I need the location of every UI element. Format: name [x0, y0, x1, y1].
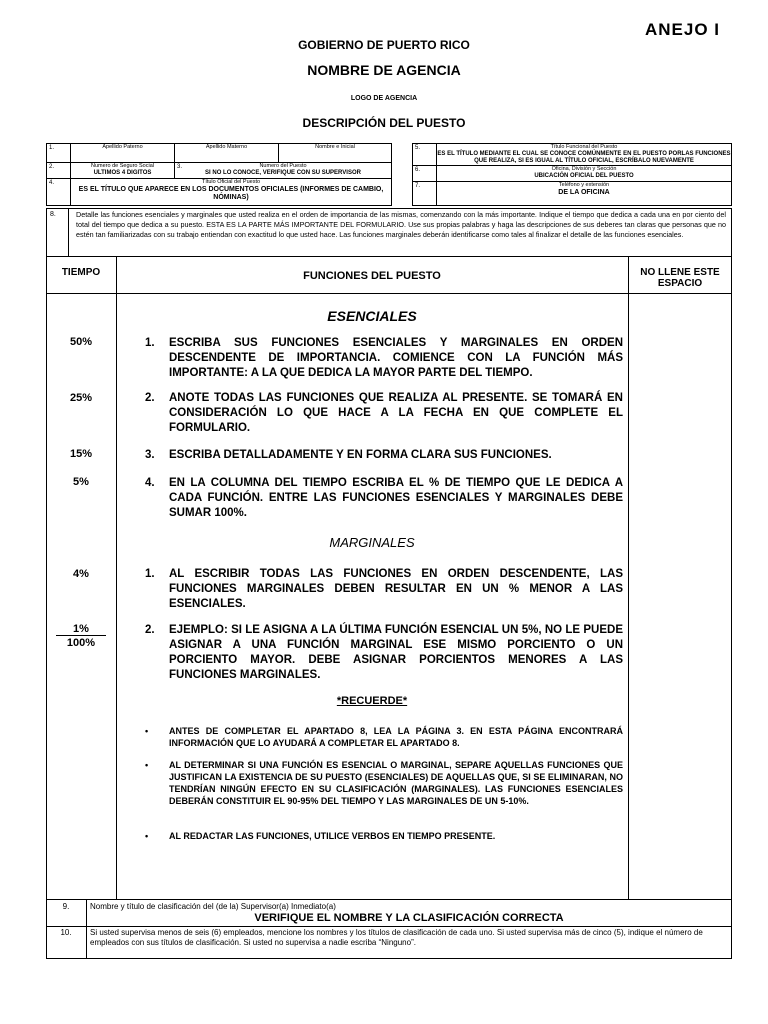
position-info-grid [412, 143, 732, 206]
field-2-number: 2. [47, 163, 71, 179]
bullet-icon: • [145, 726, 149, 736]
apellido-paterno-label: Apellido Paterno [102, 144, 143, 150]
anejo-label: ANEJO I [644, 20, 720, 39]
seguro-social-hint: ULTIMOS 4 DIGITOS [93, 170, 152, 176]
esencial-3-text: ESCRIBA DETALLADAMENTE Y EN FORMA CLARA SUS FUNCIONES. [169, 449, 552, 461]
esencial-4-percent[interactable]: 5% [73, 476, 89, 488]
oficina-label: Oficina, División y Sección [551, 166, 617, 172]
telefono-hint: DE LA OFICINA [558, 189, 610, 196]
marginal-2-number: 2. [145, 624, 155, 636]
marginal-1[interactable] [145, 567, 623, 612]
divider-above-section9 [46, 899, 732, 900]
titulo-oficial-field[interactable] [71, 179, 392, 206]
marginal-2-text: EJEMPLO: SI LE ASIGNA A LA ÚLTIMA FUNCIÓN ESENCIAL UN 5%, NO LE PUEDE ASIGNAR A UNA FUNCIÓN MARGINAL ESE MISMO PORCIENTO O UN PORCIENTO MAYOR. DEBE ASIGNAR PORCIENTOS MENORES A LAS FUNCIONES MARGINALES. [169, 624, 623, 681]
esenciales-heading: ESENCIALES [327, 308, 417, 324]
divider-above-section10 [46, 926, 732, 927]
marginal-1-number: 1. [145, 568, 155, 580]
tiempo-header: TIEMPO [61, 267, 101, 278]
field-5-number: 5. [413, 144, 437, 166]
nombre-label: Nombre e Inicial [315, 144, 355, 150]
divider-under-column-headers [46, 293, 732, 294]
recuerde-item-1 [145, 725, 623, 749]
section8-number-divider [68, 208, 69, 256]
section10-number: 10. [60, 928, 72, 937]
titulo-funcional-field[interactable] [437, 144, 732, 166]
titulo-funcional-hint: ES EL TÍTULO MEDIANTE EL CUAL SE CONOCE COMÚNMENTE EN EL PUESTO PORLAS FUNCIONES QUE REALIZA, SI ES IGUAL AL TÍTULO OFICIAL, ESCRÍBALO NUEVAMENTE [437, 151, 731, 164]
document-title: DESCRIPCIÓN DEL PUESTO [302, 116, 466, 130]
field-3-number: 3. [177, 164, 183, 170]
oficina-hint: UBICACIÓN OFICIAL DEL PUESTO [534, 173, 634, 179]
divider-under-section8 [46, 256, 732, 257]
esencial-2-number: 2. [145, 392, 155, 404]
bullet-icon: • [145, 760, 149, 770]
esencial-1[interactable] [145, 336, 623, 381]
numero-puesto-hint: SI NO LO CONOCE, VERIFIQUE CON SU SUPERVISOR [205, 170, 361, 176]
marginal-1-text: AL ESCRIBIR TODAS LAS FUNCIONES EN ORDEN DESCENDENTE, LAS FUNCIONES MARGINALES DEBEN RESULTAR EN UN % MENOR A LAS ESENCIALES. [169, 568, 623, 610]
esencial-1-text: ESCRIBA SUS FUNCIONES ESENCIALES Y MARGINALES EN ORDEN DESCENDENTE DE IMPORTANCIA. COMIENCE CON LA FUNCIÓN MÁS IMPORTANTE: A LA QUE DEDICA LA MAYOR PARTE DEL TIEMPO. [169, 337, 623, 379]
field-6-number: 6. [413, 166, 437, 182]
esencial-3-number: 3. [145, 449, 155, 461]
recuerde-item-2-text: AL DETERMINAR SI UNA FUNCIÓN ES ESENCIAL O MARGINAL, SEPARE AQUELLAS FUNCIONES QUE JUSTIFICAN LA EXISTENCIA DE SU PUESTO (ESENCIALES) DE AQUELLAS QUE, SI SE ELIMINARAN, NO TENDRÍAN NINGÚN EFECTO EN SU CLASIFICACIÓN (MARGINALES). LAS FUNCIONES ESENCIALES DEBERÁN CONSTITUIR EL 90-95% DEL TIEMPO Y LAS MARGINALES DE UN 5-10%. [169, 760, 623, 806]
total-percent: 100% [66, 637, 96, 649]
esencial-1-percent[interactable]: 50% [69, 336, 93, 348]
esencial-1-number: 1. [145, 337, 155, 349]
field-7-number: 7. [413, 182, 437, 206]
esencial-4-text: EN LA COLUMNA DEL TIEMPO ESCRIBA EL % DE TIEMPO QUE LE DEDICA A CADA FUNCIÓN. ENTRE LAS FUNCIONES ESENCIALES Y MARGINALES DEBE SUMAR 100%. [169, 477, 623, 519]
esencial-2[interactable] [145, 391, 623, 436]
esencial-3-percent[interactable]: 15% [69, 448, 93, 460]
marginales-heading: MARGINALES [329, 535, 415, 550]
field-4-number: 4. [47, 179, 71, 206]
section8-instructions: Detalle las funciones esenciales y marginales que usted realiza en el orden de importancia de las mismas, comenzando con la más importante. Indique el tiempo que dedica a cada una en por ciento del total del tiempo que dedica a su puesto. ESTA ES LA PARTE MÁS IMPORTANTE DEL FORMULARIO. Use sus propias palabras y haga las descripciones de sus deberes tan claras que personas que no estén tan familiarizadas con su trabajo entiendan con exactitud lo que usted hace. Las funciones marginales deberán identificarse como tales al finalizar el detalle de las funciones esenciales. [76, 210, 726, 239]
funciones-header: FUNCIONES DEL PUESTO [303, 270, 441, 282]
bullet-icon: • [145, 831, 149, 841]
telefono-label: Teléfono y extensión [558, 182, 610, 188]
recuerde-item-1-text: ANTES DE COMPLETAR EL APARTADO 8, LEA LA PÁGINA 3. EN ESTA PÁGINA ENCONTRARÁ INFORMACIÓN QUE LO AYUDARÁ A COMPLETAR EL APARTADO 8. [169, 726, 623, 748]
section9-number: 9. [62, 902, 70, 911]
marginal-2[interactable] [145, 623, 623, 683]
field-1-number: 1. [47, 144, 71, 163]
titulo-oficial-label: Título Oficial del Puesto [201, 179, 261, 185]
section8-number: 8. [50, 211, 56, 218]
titulo-funcional-label: Título Funcional del Puesto [550, 144, 618, 150]
supervisor-field[interactable]: VERIFIQUE EL NOMBRE Y LA CLASIFICACIÓN CORRECTA [254, 912, 564, 924]
apellido-materno-label: Apellido Materno [205, 144, 248, 150]
nombre-field[interactable] [279, 144, 392, 163]
numero-puesto-field[interactable] [175, 163, 392, 179]
recuerde-heading: *RECUERDE* [336, 695, 408, 707]
supervised-employees-field[interactable]: Si usted supervisa menos de seis (6) empleados, mencione los nombres y los títulos de clasificación de cada uno. Si usted supervisa más de cinco (5), indique el número de empleados con sus títulos de clasificación. Si usted no supervisa a nadie escriba “Ninguno”. [90, 928, 703, 947]
marginal-2-percent[interactable]: 1% [46, 623, 116, 636]
esencial-4[interactable] [145, 476, 623, 521]
agency-logo-placeholder: LOGO DE AGENCIA [350, 95, 418, 102]
supervisor-label: Nombre y título de clasificación del (de la) Supervisor(a) Inmediato(a) [90, 902, 336, 911]
no-llene-column-divider [628, 256, 629, 899]
apellido-materno-field[interactable] [175, 144, 279, 163]
no-llene-header: NO LLENE ESTE ESPACIO [640, 267, 720, 289]
marginal-1-percent[interactable]: 4% [73, 568, 89, 580]
recuerde-item-3 [145, 830, 623, 842]
seguro-social-field[interactable] [71, 163, 175, 179]
employee-info-grid [46, 143, 392, 206]
agency-name: NOMBRE DE AGENCIA [307, 62, 461, 78]
esencial-3[interactable] [145, 448, 623, 463]
titulo-oficial-hint: ES EL TÍTULO QUE APARECE EN LOS DOCUMENTOS OFICIALES (INFORMES DE CAMBIO, NÓMINAS) [78, 186, 384, 201]
esencial-4-number: 4. [145, 477, 155, 489]
recuerde-item-2 [145, 759, 623, 807]
government-title: GOBIERNO DE PUERTO RICO [298, 38, 470, 52]
esencial-2-percent[interactable]: 25% [69, 392, 93, 404]
tiempo-column-divider [116, 256, 117, 899]
seguro-social-label: Numero de Seguro Social [91, 163, 154, 169]
esencial-2-text: ANOTE TODAS LAS FUNCIONES QUE REALIZA AL PRESENTE. SE TOMARÁ EN CONSIDERACIÓN LO QUE HACE A LA FECHA EN QUE COMPLETE EL FORMULARIO. [169, 392, 623, 434]
numero-puesto-label: Numero del Puesto [259, 163, 307, 169]
apellido-paterno-field[interactable] [71, 144, 175, 163]
telefono-field[interactable] [437, 182, 732, 206]
section9-10-number-divider [86, 899, 87, 959]
oficina-field[interactable] [437, 166, 732, 182]
recuerde-item-3-text: AL REDACTAR LAS FUNCIONES, UTILICE VERBOS EN TIEMPO PRESENTE. [169, 831, 496, 841]
